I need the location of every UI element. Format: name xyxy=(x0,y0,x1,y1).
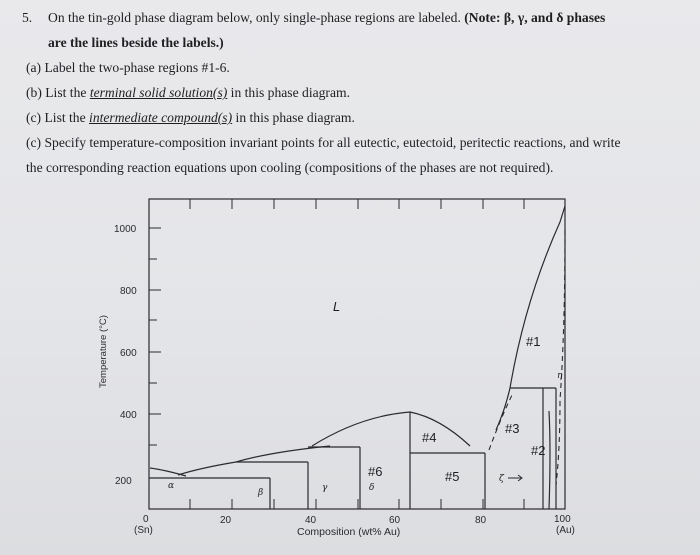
part-b-term: terminal solid solution(s) xyxy=(89,85,228,100)
phase-boundaries xyxy=(149,206,565,509)
note-text: (Note: β, γ, and δ phases xyxy=(464,10,606,25)
x-axis-label: Composition (wt% Au) xyxy=(297,526,401,538)
liquidus-dome xyxy=(312,412,470,446)
label-eta: η xyxy=(557,371,563,381)
label-region-4: #4 xyxy=(422,430,437,445)
label-region-3: #3 xyxy=(505,421,520,436)
y-axis-label: Temperature (°C) xyxy=(98,315,109,388)
y-tick-200: 200 xyxy=(115,476,132,487)
top-ticks xyxy=(190,199,524,209)
label-region-2: #2 xyxy=(531,443,546,458)
part-a: (a) Label the two-phase regions #1-6. xyxy=(26,60,230,75)
y-tick-800: 800 xyxy=(120,286,137,297)
x-tick-0: 0 xyxy=(143,514,149,525)
part-c1-suffix: in this phase diagram. xyxy=(232,110,355,125)
label-alpha: α xyxy=(168,481,175,491)
part-c2-line2: the corresponding reaction equations upon cooling (compositions of the phases are not required). xyxy=(26,160,554,175)
eta-line xyxy=(549,411,550,509)
x-tick-100: 100 xyxy=(554,514,571,525)
liquidus-right xyxy=(496,206,565,430)
note-continued: are the lines beside the labels.) xyxy=(48,35,224,50)
label-region-5: #5 xyxy=(445,469,460,484)
part-b-suffix: in this phase diagram. xyxy=(227,85,350,100)
part-c1-prefix: (c) List the xyxy=(26,110,90,125)
dashed-right xyxy=(556,230,565,485)
part-b-prefix: (b) List the xyxy=(26,85,90,100)
y-tick-400: 400 xyxy=(120,410,137,421)
x-tick-au: (Au) xyxy=(556,525,575,536)
left-ticks xyxy=(149,228,161,478)
label-delta: δ xyxy=(369,483,375,493)
x-tick-40: 40 xyxy=(305,515,317,526)
x-tick-20: 20 xyxy=(220,515,232,526)
label-zeta: ζ xyxy=(499,474,504,484)
y-tick-600: 600 xyxy=(120,348,137,359)
label-region-6: #6 xyxy=(368,464,383,479)
bottom-ticks xyxy=(190,499,524,509)
intro-text: On the tin-gold phase diagram below, only single-phase regions are labeled. xyxy=(48,10,461,25)
part-c2-line1: (c) Specify temperature-composition invariant points for all eutectic, eutectoid, peritectic reactions, and write xyxy=(26,135,621,150)
question-number: 5. xyxy=(22,10,33,25)
x-tick-sn: (Sn) xyxy=(134,525,153,536)
alpha-solvus xyxy=(150,468,186,476)
x-tick-80: 80 xyxy=(475,515,487,526)
label-gamma: γ xyxy=(322,483,328,493)
label-region-1: #1 xyxy=(526,334,541,349)
liquidus-left xyxy=(178,446,330,475)
label-beta: β xyxy=(258,488,264,498)
plot-frame xyxy=(149,199,565,509)
y-tick-1000: 1000 xyxy=(114,224,137,235)
label-liquid: L xyxy=(333,299,341,314)
part-c1-term: intermediate compound(s) xyxy=(89,110,233,125)
dashed-boundaries xyxy=(489,230,565,485)
x-tick-60: 60 xyxy=(389,515,401,526)
